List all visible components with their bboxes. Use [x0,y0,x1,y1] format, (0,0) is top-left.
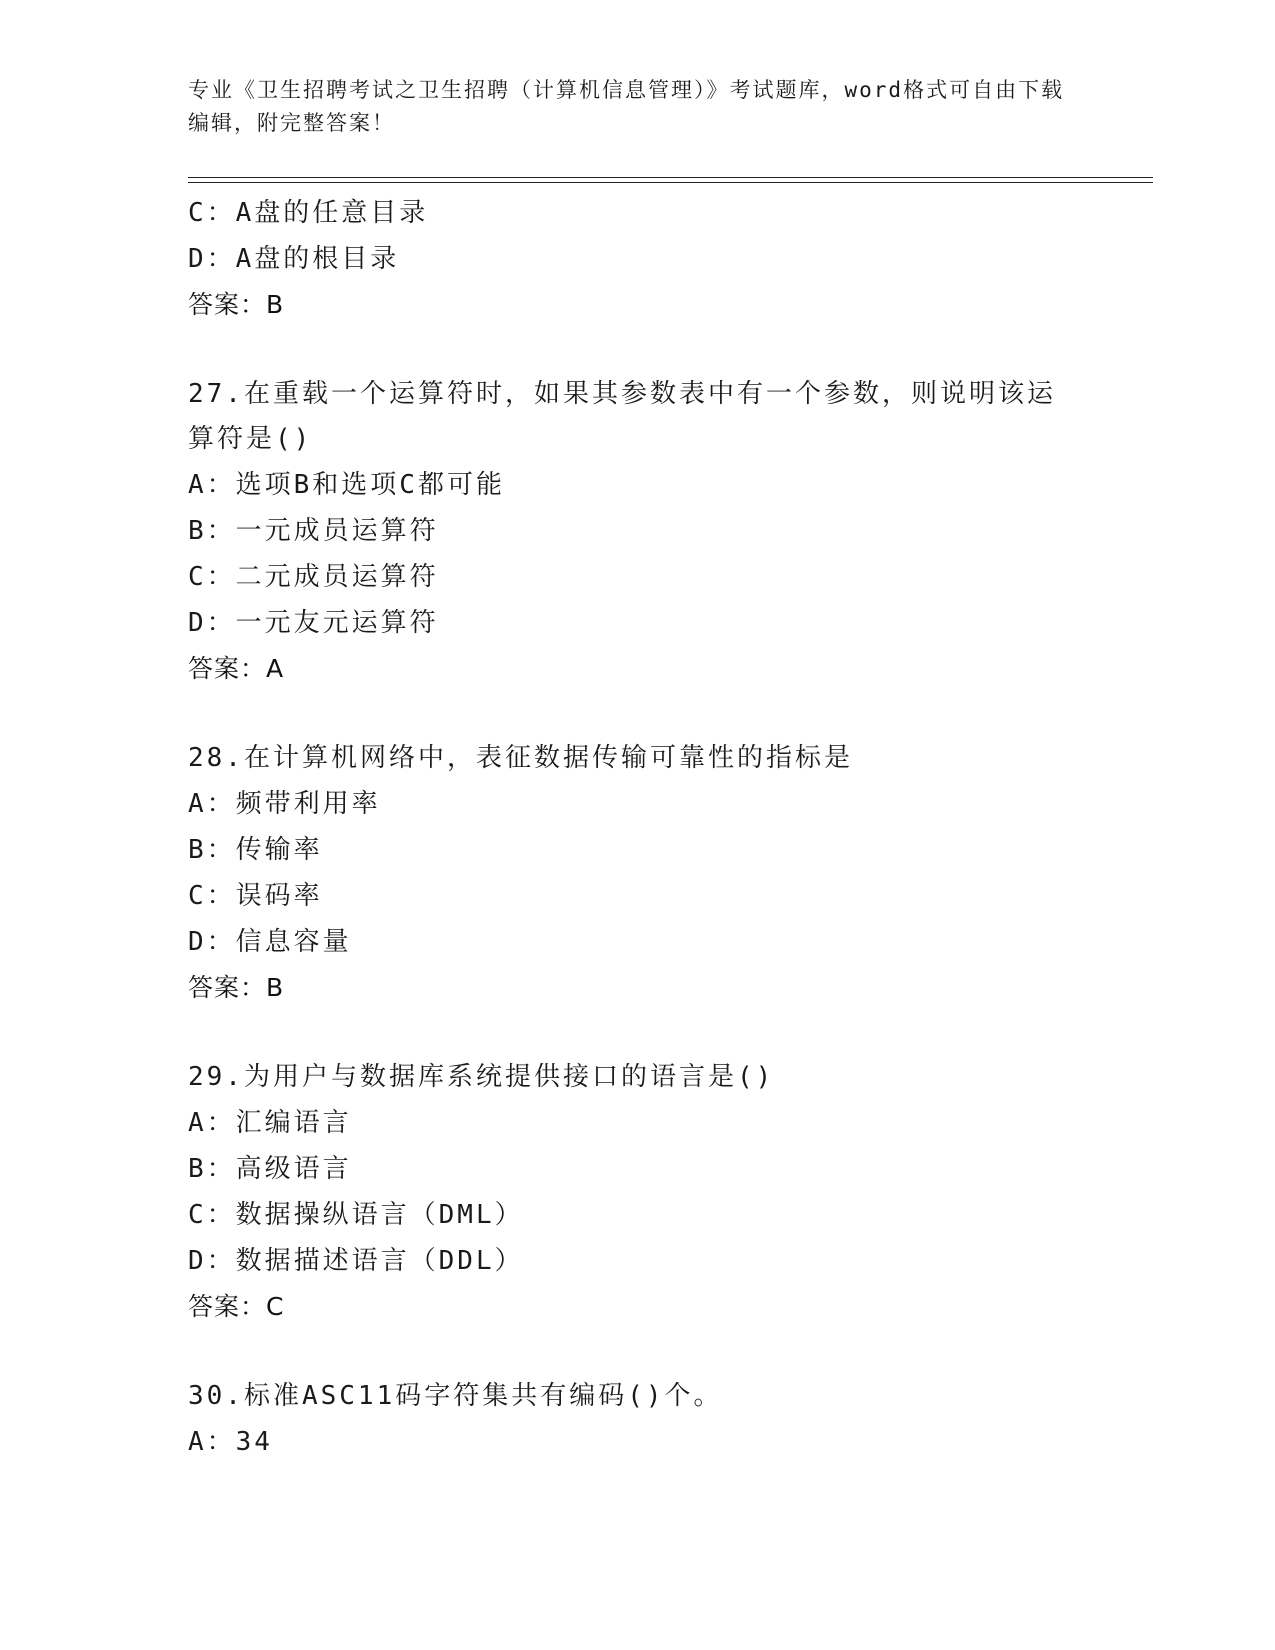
option-a: A：选项B和选项C都可能 [188,470,505,500]
question-block-28 [188,736,1088,1011]
question-stem: 28.在计算机网络中，表征数据传输可靠性的指标是 [188,743,853,773]
option-b: B：一元成员运算符 [188,516,439,546]
spacer [188,328,1088,372]
answer-line: 答案：B [188,973,285,1002]
option-d: D：A盘的根目录 [188,244,400,274]
question-stem: 30.标准ASC11码字符集共有编码()个。 [188,1381,723,1411]
spacer [188,692,1088,736]
option-c: C：数据操纵语言（DML） [188,1200,524,1230]
question-block-27 [188,372,1088,692]
answer-line: 答案：C [188,1292,285,1321]
spacer [188,1330,1088,1374]
option-b: B：高级语言 [188,1154,352,1184]
spacer [188,1011,1088,1055]
question-stem: 27.在重载一个运算符时，如果其参数表中有一个参数，则说明该运算符是() [188,379,1056,454]
header-divider-bottom [188,182,1153,183]
question-content [188,190,1088,1465]
option-c: C：二元成员运算符 [188,562,439,592]
question-block-30 [188,1374,1088,1465]
question-stem: 29.为用户与数据库系统提供接口的语言是() [188,1062,775,1092]
option-a: A：34 [188,1427,273,1457]
option-a: A：汇编语言 [188,1108,352,1138]
option-d: D：数据描述语言（DDL） [188,1246,524,1276]
option-a: A：频带利用率 [188,789,381,819]
document-header: 专业《卫生招聘考试之卫生招聘（计算机信息管理）》考试题库，word格式可自由下载编辑，附完整答案！ [188,78,1065,135]
question-block-29 [188,1055,1088,1330]
option-c: C：A盘的任意目录 [188,198,429,228]
option-b: B：传输率 [188,835,323,865]
answer-line: 答案：B [188,290,285,319]
question-block-continued [188,190,1088,328]
option-d: D：一元友元运算符 [188,608,439,638]
option-d: D：信息容量 [188,927,352,957]
option-c: C：误码率 [188,881,323,911]
answer-line: 答案：A [188,654,285,683]
header-divider-top [188,177,1153,178]
